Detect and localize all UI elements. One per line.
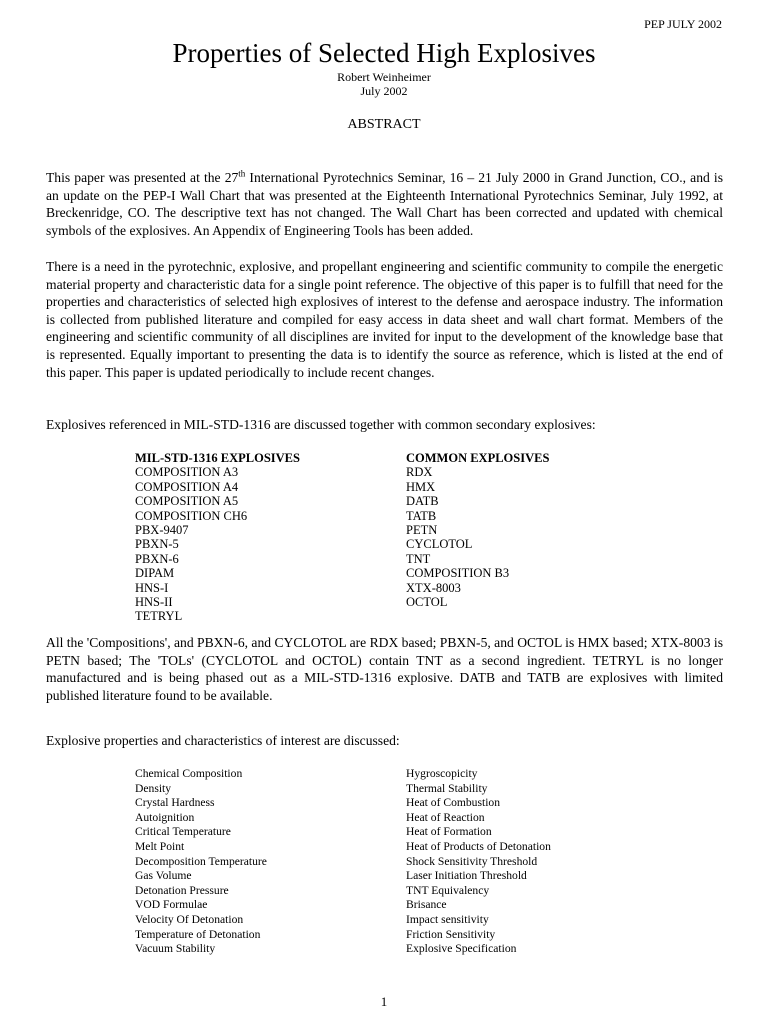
- abstract-heading: ABSTRACT: [347, 117, 421, 132]
- list-item: TNT Equivalency: [406, 883, 490, 897]
- document-title: Properties of Selected High Explosives: [172, 38, 596, 68]
- mil-std-list-heading: MIL-STD-1316 EXPLOSIVES: [135, 451, 300, 465]
- paragraph-intro-pre: This paper was presented at the 27: [46, 170, 239, 185]
- list-item: VOD Formulae: [135, 898, 208, 912]
- mil-std-explosives-list: [135, 451, 300, 624]
- list-item: Explosive Specification: [406, 942, 517, 956]
- common-list-heading: COMMON EXPLOSIVES: [406, 451, 550, 465]
- list-item: RDX: [406, 465, 433, 480]
- list-item: Detonation Pressure: [135, 883, 229, 897]
- list-item: TNT: [406, 551, 431, 566]
- paragraph-intro: [46, 169, 723, 239]
- list-item: COMPOSITION A5: [135, 494, 239, 509]
- list-item: Heat of Combustion: [406, 796, 501, 810]
- properties-list-right: [406, 767, 551, 957]
- list-item: HNS-II: [135, 595, 173, 610]
- list-item: OCTOL: [406, 595, 448, 610]
- paragraph-properties-intro: Explosive properties and characteristics of interest are discussed:: [46, 733, 400, 748]
- list-item: DATB: [406, 494, 439, 509]
- list-item: Hygroscopicity: [406, 767, 478, 780]
- list-item: PBXN-5: [135, 537, 179, 552]
- list-item: Gas Volume: [135, 869, 192, 883]
- list-item: Vacuum Stability: [135, 942, 216, 956]
- list-item: Density: [135, 781, 172, 795]
- list-item: Laser Initiation Threshold: [406, 869, 527, 883]
- list-item: Crystal Hardness: [135, 796, 215, 810]
- list-item: Thermal Stability: [406, 781, 488, 795]
- list-item: CYCLOTOL: [406, 537, 473, 552]
- list-item: HMX: [406, 479, 436, 494]
- list-item: Autoignition: [135, 810, 195, 824]
- list-item: Heat of Formation: [406, 825, 492, 839]
- list-item: Shock Sensitivity Threshold: [406, 854, 538, 868]
- list-item: Brisance: [406, 898, 447, 912]
- list-item: PBXN-6: [135, 551, 179, 566]
- list-item: TATB: [406, 508, 437, 523]
- list-item: Heat of Products of Detonation: [406, 839, 551, 853]
- list-item: Impact sensitivity: [406, 912, 489, 926]
- paragraph-explosive-bases: All the 'Compositions', and PBXN-6, and CYCLOTOL are RDX based; PBXN-5, and OCTOL is HMX based; XTX-8003 is PETN based; The 'TOLs' (CYCLOTOL and OCTOL) contain TNT as a second ingredient. TETRYL is no longer manufactured and is being phased out as a MIL-STD-1316 explosive. DATB and TATB are explosives with limited published literature found to be available.: [46, 635, 723, 703]
- paragraph-intro-post: International Pyrotechnics Seminar, 16 – 21 July 2000 in Grand Junction, CO., and is an update on the PEP-I Wall Chart that was presented at the Eighteenth International Pyrotechnics Seminar, July 1992, at Breckenridge, CO. The descriptive text has not changed. The Wall Chart has been corrected and updated with chemical symbols of the explosives. An Appendix of Engineering Tools has been added.: [46, 170, 723, 238]
- paragraph-intro-sup: th: [238, 168, 246, 179]
- list-item: COMPOSITION A4: [135, 479, 239, 494]
- list-item: Heat of Reaction: [406, 810, 485, 824]
- list-item: Friction Sensitivity: [406, 927, 496, 941]
- paragraph-objective: There is a need in the pyrotechnic, explosive, and propellant engineering and scientific community to compile the energetic material property and characteristic data for a single point reference. The objective of this paper is to fulfill that need for the properties and characteristics of selected high explosives of interest to the defense and aerospace industry. The information is collected from published literature and compiled for easy access in data sheet and wall chart format. Members of the engineering and scientific community of all disciplines are invited for input to the development of the knowledge base that is represented. Equally important to presenting the data is to identify the source as reference, which is listed at the end of this paper. This paper is updated periodically to include recent changes.: [46, 259, 723, 380]
- list-item: COMPOSITION CH6: [135, 508, 248, 523]
- document-date: July 2002: [360, 84, 408, 98]
- list-item: PETN: [406, 523, 438, 538]
- list-item: Chemical Composition: [135, 767, 243, 780]
- list-item: COMPOSITION B3: [406, 566, 510, 581]
- list-item: TETRYL: [135, 609, 183, 624]
- list-item: Temperature of Detonation: [135, 927, 261, 941]
- list-item: PBX-9407: [135, 523, 189, 538]
- properties-list-left: [135, 767, 267, 957]
- common-explosives-list: [406, 451, 549, 609]
- list-item: HNS-I: [135, 580, 169, 595]
- list-item: XTX-8003: [406, 580, 461, 595]
- paragraph-explosives-intro: Explosives referenced in MIL-STD-1316 are discussed together with common secondary explosives:: [46, 417, 596, 432]
- list-item: Critical Temperature: [135, 825, 231, 839]
- author-name: Robert Weinheimer: [337, 70, 431, 84]
- list-item: COMPOSITION A3: [135, 465, 239, 480]
- list-item: Melt Point: [135, 839, 185, 853]
- list-item: Velocity Of Detonation: [135, 912, 244, 926]
- header-date-label: PEP JULY 2002: [644, 17, 722, 31]
- list-item: DIPAM: [135, 566, 175, 581]
- list-item: Decomposition Temperature: [135, 854, 267, 868]
- page-number: 1: [380, 994, 388, 1009]
